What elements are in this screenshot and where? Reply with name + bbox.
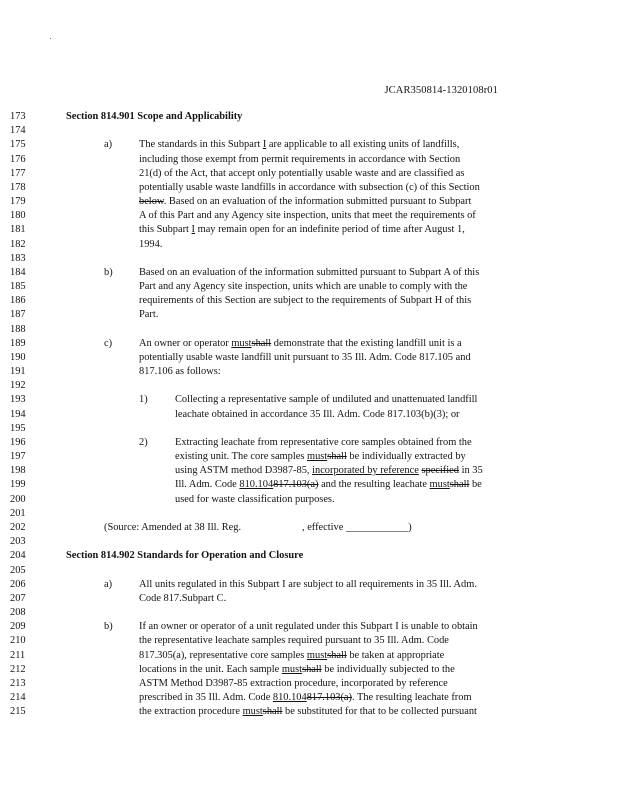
text-run: a) [104, 139, 113, 151]
line-number: 179 [10, 196, 26, 208]
document-line [0, 564, 618, 578]
document-line [0, 620, 618, 634]
text-run: a) [104, 578, 113, 590]
line-number: 208 [10, 607, 26, 619]
line-text [139, 153, 460, 167]
text-run: potentially usable waste landfill unit pursuant to 35 Ill. Adm. Code 817.105 and [139, 351, 471, 363]
line-number: 190 [10, 351, 26, 363]
line-text [104, 266, 113, 280]
line-number: 210 [10, 635, 26, 647]
text-run: be individually subjected to the [321, 663, 455, 675]
text-run: All units regulated in this Subpart I are subject to all requirements in 35 Ill. Adm. [139, 578, 477, 590]
text-run: including those exempt from permit requirements in accordance with Section [139, 153, 461, 165]
document-line [0, 153, 618, 167]
line-number: 213 [10, 677, 26, 689]
inserted-text: must [231, 337, 252, 349]
document-line [0, 209, 618, 223]
text-run: used for waste classification purposes. [175, 493, 335, 505]
inserted-text: 810.104 [272, 692, 307, 704]
document-line [0, 294, 618, 308]
text-run: in 35 [458, 465, 483, 477]
text-run: leachate obtained in accordance 35 Ill. Adm. Code 817.103(b)(3); or [175, 408, 460, 420]
line-text [104, 578, 112, 592]
text-run: 21(d) of the Act, that accept only potentially usable waste and are classified as [139, 167, 465, 179]
document-line [0, 606, 618, 620]
inserted-text: 810.104 [239, 479, 274, 491]
line-number: 201 [10, 507, 26, 519]
text-run: b) [104, 621, 113, 633]
line-text [175, 408, 460, 422]
document-line [0, 535, 618, 549]
line-text [175, 464, 483, 478]
line-text [139, 223, 465, 237]
line-text [175, 393, 477, 407]
document-line [0, 110, 618, 124]
text-run: be individually extracted by [346, 451, 466, 463]
text-run: prescribed in 35 Ill. Adm. Code [139, 692, 273, 704]
document-line [0, 379, 618, 393]
line-number: 176 [10, 153, 26, 165]
text-run: , effective [302, 521, 346, 533]
line-text [66, 549, 303, 563]
document-line [0, 705, 618, 719]
line-text [139, 294, 471, 308]
line-number: 188 [10, 323, 26, 335]
inserted-text: must [429, 479, 450, 491]
line-text [104, 138, 112, 152]
line-number: 214 [10, 692, 26, 704]
text-run: Collecting a representative sample of undiluted and unattenuated landfill [175, 394, 478, 406]
document-line [0, 323, 618, 337]
line-text [139, 578, 477, 592]
document-body [0, 110, 618, 719]
text-run: existing unit. The core samples [175, 451, 307, 463]
line-text [139, 634, 449, 648]
document-line [0, 521, 618, 535]
line-text [139, 436, 148, 450]
text-run: An owner or operator [139, 337, 232, 349]
text-run: Extracting leachate from representative core samples obtained from the [175, 436, 472, 448]
line-number: 200 [10, 493, 26, 505]
line-number: 189 [10, 337, 26, 349]
text-run: this Subpart [139, 224, 192, 236]
text-run: If an owner or operator of a unit regulated under this Subpart I is unable to obtain [139, 621, 478, 633]
text-run: 2) [139, 436, 148, 448]
line-number: 180 [10, 210, 26, 222]
document-line [0, 649, 618, 663]
deleted-text: shall [262, 706, 283, 718]
text-run: Based on an evaluation of the information submitted pursuant to Subpart A of this [139, 266, 480, 278]
document-line [0, 365, 618, 379]
text-run: Section 814.901 Scope and Applicability [66, 111, 243, 122]
deleted-text: shall [251, 337, 272, 349]
text-run: locations in the unit. Each sample [139, 663, 282, 675]
text-run: the representative leachate samples required pursuant to 35 Ill. Adm. Code [139, 635, 449, 647]
line-number: 203 [10, 536, 26, 548]
document-line [0, 167, 618, 181]
document-code-header: JCAR350814-1320108r01 [384, 85, 498, 96]
line-text [139, 691, 472, 705]
document-line [0, 592, 618, 606]
line-number: 183 [10, 252, 26, 264]
document-line [0, 493, 618, 507]
line-text [139, 138, 459, 152]
document-line [0, 634, 618, 648]
line-text [302, 521, 412, 535]
line-number: 196 [10, 436, 26, 448]
inserted-text: incorporated by reference [312, 465, 419, 477]
line-number: 215 [10, 706, 26, 718]
line-number: 186 [10, 295, 26, 307]
line-text [139, 592, 226, 606]
text-run: A of this Part and any Agency site inspection, units that meet the requirements of [139, 210, 476, 222]
deleted-text: shall [327, 649, 347, 661]
line-text [175, 436, 472, 450]
document-line [0, 464, 618, 478]
text-run: potentially usable waste landfills in accordance with subsection (c) of this Section [139, 181, 480, 193]
text-run: Section 814.902 Standards for Operation and Closure [66, 550, 304, 562]
deleted-text: shall [449, 479, 470, 491]
line-number: 177 [10, 167, 26, 179]
line-number: 187 [10, 309, 26, 321]
line-text [139, 620, 478, 634]
document-line [0, 138, 618, 152]
line-text [139, 181, 480, 195]
document-line [0, 337, 618, 351]
text-run: (Source: Amended at 38 Ill. Reg. [104, 521, 242, 533]
line-text [139, 677, 448, 691]
line-text [139, 663, 455, 677]
document-line [0, 308, 618, 322]
text-run: 817.305(a), representative core samples [139, 649, 307, 661]
document-line [0, 280, 618, 294]
line-number: 209 [10, 621, 26, 633]
document-line [0, 238, 618, 252]
line-text [139, 209, 476, 223]
text-run: ASTM Method D3987-85 extraction procedure, incorporated by reference [139, 677, 448, 689]
line-number: 181 [10, 224, 26, 236]
line-number: 207 [10, 592, 26, 604]
text-run: c) [104, 337, 113, 349]
line-text [104, 620, 113, 634]
text-run: using ASTM method D3987-85, [175, 465, 313, 477]
text-run: 1994. [139, 238, 163, 250]
line-text [139, 195, 471, 209]
text-run: be [469, 479, 482, 491]
document-line [0, 252, 618, 266]
line-number: 211 [10, 649, 26, 661]
text-run: be taken at appropriate [346, 649, 445, 661]
line-text [139, 280, 467, 294]
line-text [139, 167, 464, 181]
document-line [0, 436, 618, 450]
deleted-text: 817.103(a) [306, 692, 352, 704]
line-number: 199 [10, 479, 26, 491]
line-text [139, 649, 444, 663]
text-run: be substituted for that to be collected pursuant [282, 706, 477, 718]
document-line [0, 450, 618, 464]
document-line [0, 181, 618, 195]
line-text [175, 478, 482, 492]
document-line [0, 351, 618, 365]
line-text [104, 337, 112, 351]
line-text [139, 393, 148, 407]
document-line [0, 478, 618, 492]
document-line [0, 691, 618, 705]
inserted-text: must [281, 663, 303, 675]
inserted-text: I [262, 139, 267, 151]
line-number: 185 [10, 281, 26, 293]
text-run: are applicable to all existing units of landfills, [266, 139, 460, 151]
line-number: 205 [10, 564, 26, 576]
text-run: ____________ [345, 521, 409, 533]
inserted-text: must [242, 706, 263, 718]
scan-speck [50, 38, 51, 39]
text-run: . Based on an evaluation of the information submitted pursuant to Subpart [163, 196, 472, 208]
document-line [0, 578, 618, 592]
text-run: may remain open for an indefinite period of time after August 1, [195, 224, 465, 236]
line-number: 194 [10, 408, 26, 420]
text-run: . The resulting leachate from [352, 692, 472, 704]
text-run: The standards in this Subpart [139, 139, 263, 151]
text-run: Code 817.Subpart C. [139, 592, 227, 604]
text-run: Ill. Adm. Code [175, 479, 240, 491]
line-text [139, 705, 477, 719]
text-run: the extraction procedure [139, 706, 243, 718]
deleted-text: below [139, 196, 164, 208]
line-number: 195 [10, 422, 26, 434]
text-run: 1) [139, 394, 148, 406]
deleted-text: shall [302, 663, 322, 675]
text-run: demonstrate that the existing landfill unit is a [271, 337, 462, 349]
deleted-text: specified [421, 465, 459, 477]
text-run: b) [104, 266, 113, 278]
line-number: 206 [10, 578, 26, 590]
inserted-text: must [306, 649, 328, 661]
line-number: 193 [10, 394, 26, 406]
deleted-text: 817.103(a) [273, 479, 319, 491]
inserted-text: I [191, 224, 196, 236]
line-text [139, 351, 471, 365]
line-number: 198 [10, 465, 26, 477]
text-run: 817.106 as follows: [139, 366, 221, 378]
document-line [0, 266, 618, 280]
inserted-text: must [306, 451, 328, 463]
line-number: 178 [10, 181, 26, 193]
line-number: 184 [10, 266, 26, 278]
line-text [66, 110, 242, 124]
text-run: ) [408, 521, 412, 533]
document-line [0, 663, 618, 677]
document-line [0, 124, 618, 138]
line-number: 204 [10, 550, 26, 562]
text-run: Part. [139, 309, 159, 321]
text-run: Part and any Agency site inspection, units which are unable to comply with the [139, 281, 468, 293]
line-number: 173 [10, 111, 26, 122]
document-line [0, 677, 618, 691]
document-line [0, 549, 618, 563]
text-run: requirements of this Section are subject to the requirements of Subpart H of this [139, 295, 472, 307]
document-line [0, 195, 618, 209]
line-number: 182 [10, 238, 26, 250]
line-text [139, 337, 462, 351]
line-number: 191 [10, 366, 26, 378]
line-number: 174 [10, 125, 26, 137]
line-text [104, 521, 241, 535]
line-number: 212 [10, 663, 26, 675]
line-number: 192 [10, 380, 26, 392]
line-number: 175 [10, 139, 26, 151]
text-run: and the resulting leachate [318, 479, 430, 491]
document-line [0, 223, 618, 237]
line-text [139, 266, 479, 280]
line-number: 202 [10, 521, 26, 533]
line-text [139, 308, 158, 322]
document-line [0, 393, 618, 407]
line-text [139, 365, 221, 379]
line-number: 197 [10, 451, 26, 463]
document-line [0, 408, 618, 422]
line-text [175, 450, 466, 464]
line-text [139, 238, 162, 252]
deleted-text: shall [327, 451, 347, 463]
line-text [175, 493, 335, 507]
document-line [0, 507, 618, 521]
document-line [0, 422, 618, 436]
